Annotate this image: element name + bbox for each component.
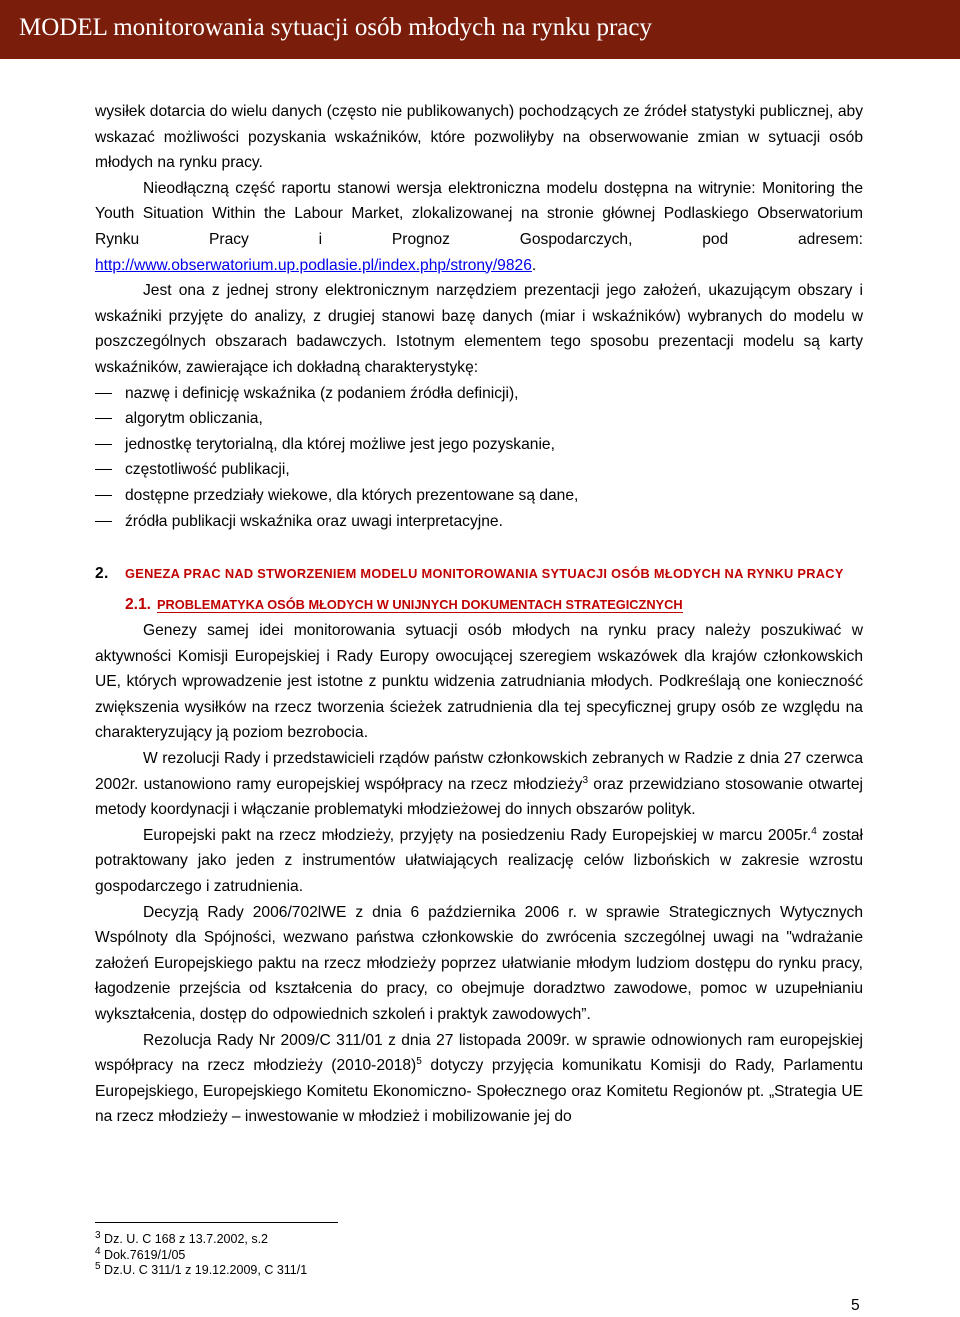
- paragraph-3: Jest ona z jednej strony elektronicznym narzędziem prezentacji jego założeń, ukazującym obszary i wskaźniki przyjęte do analizy, z drugiej stanowi bazę danych (miar i wskaźników) wybranych do modelu w poszczególnych obszarach badawczych. Istotnym elementem tego sposobu prezentacji modelu są karty wskaźników, zawierające ich dokładną charakterystykę:: [95, 282, 863, 376]
- indicator-card-list: [95, 381, 863, 535]
- list-item: algorytm obliczania,: [95, 406, 863, 432]
- paragraph-5-text-a: W rezolucji Rady i przedstawicieli rządów państw członkowskich zebranych w Radzie z dnia 27 czerwca 2002r. ustanowiono ramy europejskiej współpracy na rzecz młodzieży: [95, 750, 863, 793]
- footnote: [95, 1245, 307, 1264]
- document-body: [95, 99, 863, 1130]
- section-title: GENEZA PRAC NAD STWORZENIEM MODELU MONITOROWANIA SYTUACJI OSÓB MŁODYCH NA RYNKU PRACY: [125, 566, 844, 582]
- paragraph-8-text-b: dotyczy przyjęcia komunikatu Komisji do Rady, Parlamentu Europejskiego, Europejskiego Komitetu Ekonomiczno- Społecznego oraz Komitetu Regionów pt. „Strategia UE na rzecz młodzieży – inwestowanie w młodzież i mobilizowanie jej do: [95, 1057, 863, 1126]
- paragraph-2-end: .: [531, 256, 537, 274]
- footnote-text: Dok.7619/1/05: [100, 1247, 186, 1262]
- footnote-text: Dz.U. C 311/1 z 19.12.2009, C 311/1: [100, 1263, 308, 1277]
- footnotes: [95, 1229, 308, 1279]
- subsection-title: PROBLEMATYKA OSÓB MŁODYCH W UNIJNYCH DOKUMENTACH STRATEGICZNYCH: [157, 597, 683, 613]
- list-item: dostępne przedziały wiekowe, dla których prezentowane są dane,: [95, 483, 863, 509]
- paragraph-8: [95, 1028, 863, 1130]
- paragraph-2-text: Nieodłączną część raportu stanowi wersja elektroniczna modelu dostępna na witrynie: Monitoring the Youth Situation Within the Labour Market, zlokalizowanej na stronie głównej Podlaskiego Obserwatorium Rynku Pracy i Prognoz Gospodarczych, pod adresem:: [95, 179, 863, 248]
- paragraph-6: [95, 823, 863, 900]
- footnote-text: Dz. U. C 168 z 13.7.2002, s.2: [100, 1232, 269, 1246]
- section-number: 2.: [95, 565, 109, 583]
- observatory-link[interactable]: http://www.obserwatorium.up.podlasie.pl/index.php/strony/9826: [95, 256, 532, 274]
- footnote-number: 5: [95, 1260, 101, 1272]
- paragraph-5-text-b: oraz przewidziano stosowanie otwartej metody koordynacji i włączanie problematyki młodzieżowej do innych obszarów polityk.: [95, 775, 863, 819]
- list-item: źródła publikacji wskaźnika oraz uwagi interpretacyjne.: [95, 509, 863, 535]
- paragraph-7: Decyzją Rady 2006/702lWE z dnia 6 października 2006 r. w sprawie Strategicznych Wytycznych Wspólnoty dla Spójności, wezwano państwa członkowskie do zwrócenia szczególnej uwagi na "wdrażanie założeń Europejskiego paktu na rzecz młodzieży poprzez ułatwianie młodym ludziom dostępu do rynku pracy, łagodzenie przejścia od kształcenia do pracy, co obejmuje doradztwo zawodowe, pomoc w uzupełnianiu wykształcenia, dostęp do odpowiednich szkoleń i praktyk zawodowych”.: [95, 903, 863, 1023]
- paragraph-5: [95, 746, 863, 823]
- paragraph-8-text-a: Rezolucja Rady Nr 2009/C 311/01 z dnia 27 listopada 2009r. w sprawie odnowionych ram europejskiej współpracy na rzecz młodzieży (2010-2018): [95, 1031, 863, 1075]
- footnote-separator: [95, 1222, 338, 1223]
- footnote-number: 3: [95, 1229, 101, 1241]
- list-item: jednostkę terytorialną, dla której możliwe jest jego pozyskanie,: [95, 432, 863, 458]
- footnote: [95, 1260, 308, 1279]
- footnote-number: 4: [95, 1245, 101, 1257]
- paragraph-1: wysiłek dotarcia do wielu danych (często nie publikowanych) pochodzących ze źródeł statystyki publicznej, aby wskazać możliwości pozyskania wskaźników, które pozwoliłyby na obserwowanie zmian w sytuacji osób młodych na rynku pracy.: [95, 103, 863, 172]
- section-heading: [95, 560, 863, 588]
- list-item: częstotliwość publikacji,: [95, 457, 863, 483]
- footnote-ref-3: 3: [582, 774, 589, 786]
- page-header: [0, 0, 960, 59]
- footnote-ref-5: 5: [416, 1056, 422, 1067]
- footnote: [95, 1229, 307, 1248]
- paragraph-4: Genezy samej idei monitorowania sytuacji osób młodych na rynku pracy należy poszukiwać w aktywności Komisji Europejskiej i Rady Europy owocującej szeregiem wskazówek dla krajów członkowskich UE, których wprowadzenie jest istotne z punktu widzenia zatrudniania młodych. Podkreślają one konieczność zwiększenia wysiłków na rzecz tworzenia ścieżek zatrudnienia dla tej specyficznej grupy osób ze względu na charakteryzujący ją poziom bezrobocia.: [95, 622, 863, 742]
- header-title: MODEL monitorowania sytuacji osób młodych na rynku pracy: [19, 14, 652, 41]
- paragraph-6-text-b: został potraktowany jako jeden z instrumentów ułatwiających realizację celów lizbońskich w zakresie wzrostu gospodarczego i zatrudnienia.: [95, 826, 863, 896]
- paragraph-2: [95, 176, 863, 278]
- subsection-heading: [125, 592, 863, 618]
- footnote-ref-4: 4: [811, 825, 817, 837]
- subsection-number: 2.1.: [125, 596, 152, 614]
- paragraph-6-text-a: Europejski pakt na rzecz młodzieży, przyjęty na posiedzeniu Rady Europejskiej w marcu 2005r.: [143, 826, 812, 844]
- list-item: nazwę i definicję wskaźnika (z podaniem źródła definicji),: [95, 381, 863, 407]
- page-number: 5: [851, 1297, 860, 1314]
